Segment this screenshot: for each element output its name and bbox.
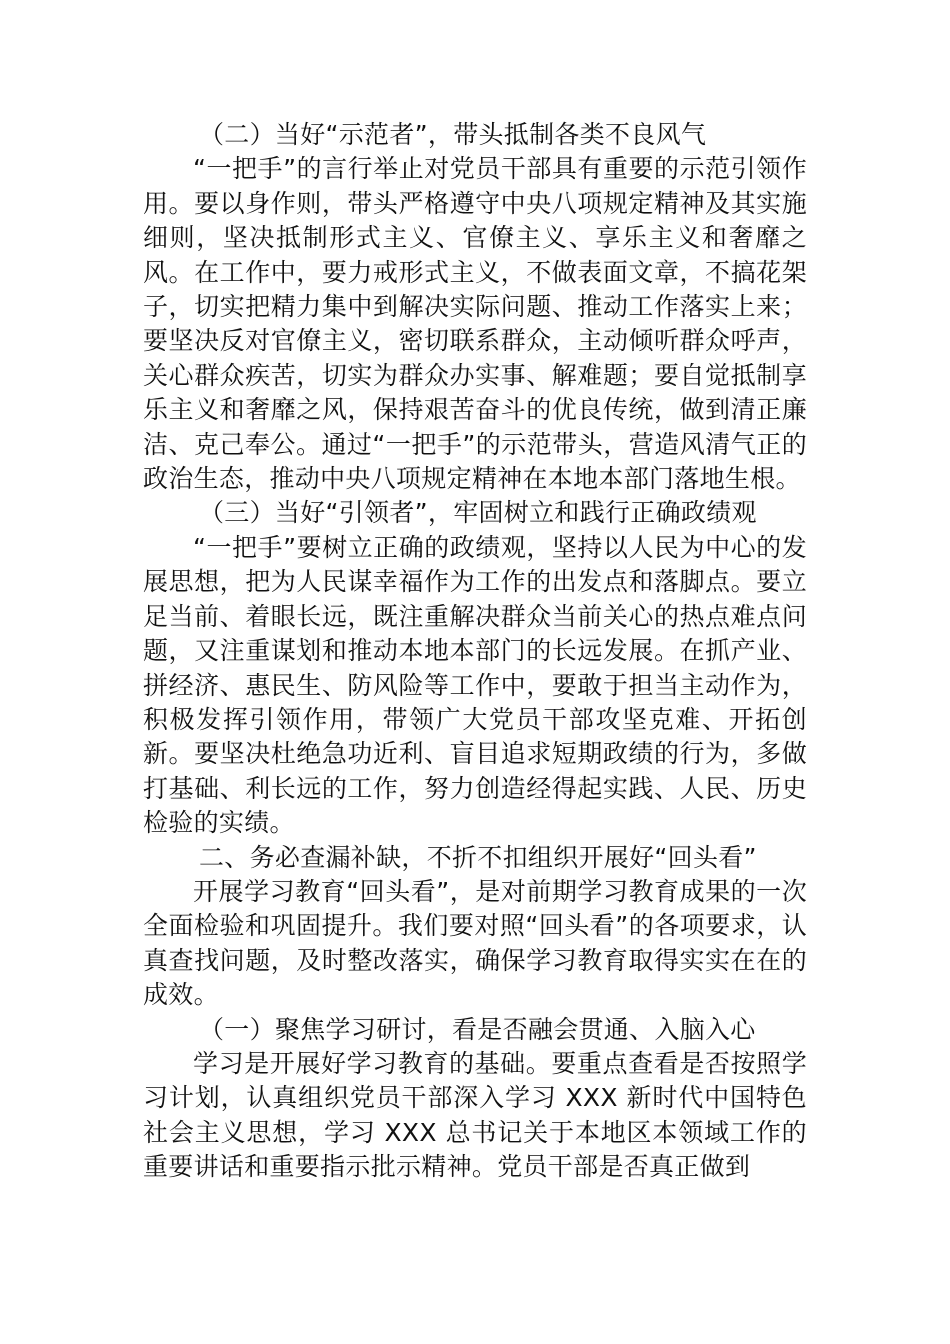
paragraph-study: 学习是开展好学习教育的基础。要重点查看是否按照学习计划，认真组织党员干部深入学习 XXX 新时代中国特色社会主义思想，学习 XXX 总书记关于本地区本领域工作的重要讲话和重要指示批示精神。党员干部是否真正做到 [143, 1048, 807, 1182]
section-heading-review: 二、务必查漏补缺，不折不扣组织开展好“回头看” [199, 842, 757, 872]
section-heading-exemplar: （二）当好“示范者”，带头抵制各类不良风气 [199, 120, 707, 149]
paragraph-review: 开展学习教育“回头看”，是对前期学习教育成果的一次全面检验和巩固提升。我们要对照“回头看”的各项要求，认真查找问题，及时整改落实，确保学习教育取得实实在在的成效。 [143, 876, 807, 1010]
section-heading-leader: （三）当好“引领者”，牢固树立和践行正确政绩观 [199, 498, 757, 528]
section-heading-study: （一）聚焦学习研讨，看是否融会贯通、入脑入心 [199, 1014, 756, 1044]
document-body [143, 118, 807, 1185]
paragraph-exemplar: “一把手”的言行举止对党员干部具有重要的示范引领作用。要以身作则，带头严格遵守中央八项规定精神及其实施细则，坚决抵制形式主义、官僚主义、享乐主义和奢靡之风。在工作中，要力戒形式主义，不做表面文章，不搞花架子，切实把精力集中到解决实际问题、推动工作落实上来；要坚决反对官僚主义，密切联系群众，主动倾听群众呼声，关心群众疾苦，切实为群众办实事、解难题；要自觉抵制享乐主义和奢靡之风，保持艰苦奋斗的优良传统，做到清正廉洁、克己奉公。通过“一把手”的示范带头，营造风清气正的政治生态，推动中央八项规定精神在本地本部门落地生根。 [143, 154, 807, 494]
paragraph-leader: “一把手”要树立正确的政绩观，坚持以人民为中心的发展思想，把为人民谋幸福作为工作的出发点和落脚点。要立足当前、着眼长远，既注重解决群众当前关心的热点难点问题，又注重谋划和推动本地本部门的长远发展。在抓产业、拼经济、惠民生、防风险等工作中，要敢于担当主动作为，积极发挥引领作用，带领广大党员干部攻坚克难、开拓创新。要坚决杜绝急功近利、盲目追求短期政绩的行为，多做打基础、利长远的工作，努力创造经得起实践、人民、历史检验的实绩。 [143, 532, 807, 838]
